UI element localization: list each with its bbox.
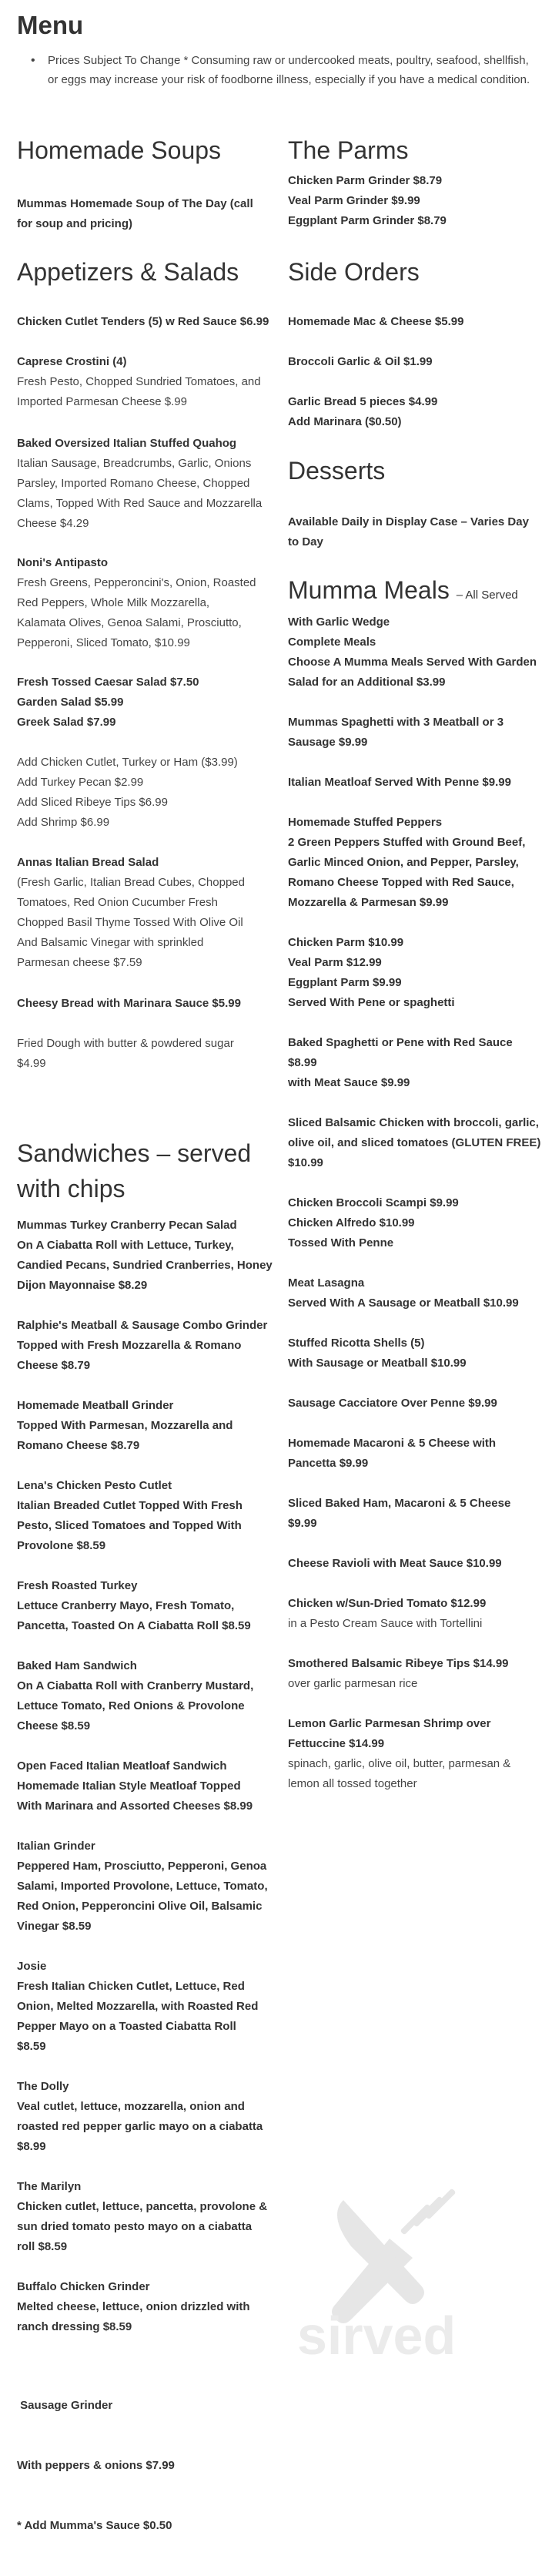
menu-item: Baked Oversized Italian Stuffed Quahog Italian Sausage, Breadcrumbs, Garlic, Onions Parsley, Imported Romano Cheese, Chopped Clams, Topped With Red Sauce and Mozzarella Cheese $4.29 <box>17 437 263 530</box>
section-title-meals: Mumma Meals – All Served <box>288 576 518 604</box>
menu-item: Baked Ham Sandwich On A Ciabatta Roll with Cranberry Mustard, Lettuce Tomato, Red Onions & Provolone Cheese $8.59 <box>17 1659 254 1732</box>
menu-item: Homemade Meatball Grinder Topped With Parmesan, Mozzarella and Romano Cheese $8.79 <box>17 1399 233 1452</box>
menu-title: Menu <box>17 11 84 39</box>
fork-knife-icon <box>297 2185 520 2370</box>
section-title-desserts: Desserts <box>288 457 386 485</box>
menu-item: Open Faced Italian Meatloaf Sandwich Homemade Italian Style Meatloaf Topped With Marinara and Assorted Cheeses $8.99 <box>17 1759 253 1813</box>
menu-item: Baked Spaghetti or Pene with Red Sauce $8.99 with Meat Sauce $9.99 <box>288 1036 513 1089</box>
menu-item: Stuffed Ricotta Shells (5) With Sausage or Meatball $10.99 <box>288 1337 467 1370</box>
menu-item: Fried Dough with butter & powdered sugar $4.99 <box>17 1037 234 1070</box>
menu-item: Meat Lasagna Served With A Sausage or Meatball $10.99 <box>288 1276 519 1310</box>
sirved-watermark <box>297 2185 520 2370</box>
menu-item: Josie Fresh Italian Chicken Cutlet, Lettuce, Red Onion, Melted Mozzarella, with Roasted Red Pepper Mayo on a Toasted Ciabatta Roll $8.59 <box>17 1960 259 2053</box>
menu-item: Sliced Balsamic Chicken with broccoli, garlic, olive oil, and sliced tomatoes (GLUTEN FREE) $10.99 <box>288 1116 541 1169</box>
menu-item: Available Daily in Display Case – Varies Day to Day <box>288 515 529 548</box>
menu-item: Ralphie's Meatball & Sausage Combo Grinder Topped with Fresh Mozzarella & Romano Cheese $8.79 <box>17 1319 268 1372</box>
menu-item: Chicken Cutlet Tenders (5) w Red Sauce $6.99 <box>17 315 269 328</box>
menu-item: Sliced Baked Ham, Macaroni & 5 Cheese $9.99 <box>288 1497 511 1530</box>
menu-item: Sausage Cacciatore Over Penne $9.99 <box>288 1397 497 1410</box>
menu-item: Mummas Turkey Cranberry Pecan Salad On A Ciabatta Roll with Lettuce, Turkey, Candied Pecans, Sundried Cranberries, Honey Dijon Mayonnaise $8.29 <box>17 1219 273 1292</box>
section-title-appetizers: Appetizers & Salads <box>17 258 239 286</box>
menu-item: Fresh Roasted Turkey Lettuce Cranberry Mayo, Fresh Tomato, Pancetta, Toasted On A Ciabatta Roll $8.59 <box>17 1579 251 1632</box>
menu-item: Mummas Spaghetti with 3 Meatball or 3 Sausage $9.99 <box>288 716 504 749</box>
section-title-parms: The Parms <box>288 136 409 164</box>
menu-item: Chicken Broccoli Scampi $9.99 Chicken Alfredo $10.99 Tossed With Penne <box>288 1196 459 1249</box>
menu-item: Buffalo Chicken Grinder Melted cheese, lettuce, onion drizzled with ranch dressing $8.59 <box>17 2280 250 2333</box>
menu-item: Lena's Chicken Pesto Cutlet Italian Breaded Cutlet Topped With Fresh Pesto, Sliced Tomatoes and Topped With Provolone $8.59 <box>17 1479 243 1552</box>
menu-item: Garlic Bread 5 pieces $4.99 Add Marinara ($0.50) <box>288 395 438 428</box>
menu-item: Broccoli Garlic & Oil $1.99 <box>288 355 433 368</box>
menu-item: Add Chicken Cutlet, Turkey or Ham ($3.99) Add Turkey Pecan $2.99 Add Sliced Ribeye Tips $6.99 Add Shrimp $6.99 <box>17 756 238 829</box>
section-title-sides: Side Orders <box>288 258 420 286</box>
menu-item: Lemon Garlic Parmesan Shrimp over Fettuccine $14.99 spinach, garlic, olive oil, butter, parmesan & lemon all tossed together <box>288 1717 511 1790</box>
menu-item: Cheese Ravioli with Meat Sauce $10.99 <box>288 1557 502 1570</box>
menu-item: Sausage Grinder With peppers & onions $7.99 * Add Mumma's Sauce $0.50 <box>17 2399 175 2532</box>
menu-item: Caprese Crostini (4) Fresh Pesto, Chopped Sundried Tomatoes, and Imported Parmesan Cheese $.99 <box>17 355 261 408</box>
menu-item: Chicken Parm Grinder $8.79 Veal Parm Grinder $9.99 Eggplant Parm Grinder $8.79 <box>288 174 447 227</box>
section-title-sandwiches: Sandwiches – served with chips <box>17 1139 252 1202</box>
menu-item: Fresh Tossed Caesar Salad $7.50 Garden Salad $5.99 Greek Salad $7.99 <box>17 676 199 729</box>
notice-text: • Prices Subject To Change * Consuming raw or undercooked meats, poultry, seafood, shellfish, or eggs may increase your risk of foodborne illness, especially if you have a medical condition. <box>31 51 535 89</box>
menu-item: Chicken w/Sun-Dried Tomato $12.99 in a Pesto Cream Sauce with Tortellini <box>288 1597 487 1630</box>
menu-item: Cheesy Bread with Marinara Sauce $5.99 <box>17 997 241 1010</box>
menu-item: The Marilyn Chicken cutlet, lettuce, pancetta, provolone & sun dried tomato pesto mayo on a ciabatta roll $8.59 <box>17 2180 268 2253</box>
menu-item: Mummas Homemade Soup of The Day (call for soup and pricing) <box>17 197 253 230</box>
menu-item: Chicken Parm $10.99 Veal Parm $12.99 Eggplant Parm $9.99 Served With Pene or spaghetti <box>288 936 455 1009</box>
menu-item: Italian Grinder Peppered Ham, Prosciutto, Pepperoni, Genoa Salami, Imported Provolone, Lettuce, Tomato, Red Onion, Pepperoncini Olive Oil, Balsamic Vinegar $8.59 <box>17 1840 268 1933</box>
menu-item: Homemade Stuffed Peppers 2 Green Peppers Stuffed with Ground Beef, Garlic Minced Onion, and Pepper, Parsley, Romano Cheese Topped with Red Sauce, Mozzarella & Parmesan $9.99 <box>288 816 526 909</box>
menu-item: Homemade Mac & Cheese $5.99 <box>288 315 464 328</box>
section-title-soups: Homemade Soups <box>17 136 222 164</box>
menu-item: The Dolly Veal cutlet, lettuce, mozzarella, onion and roasted red pepper garlic mayo on a ciabatta $8.99 <box>17 2080 263 2153</box>
menu-item: Noni's Antipasto Fresh Greens, Pepperoncini's, Onion, Roasted Red Peppers, Whole Milk Mozzarella, Kalamata Olives, Genoa Salami, Prosciutto, Pepperoni, Sliced Tomato, $10.99 <box>17 556 256 649</box>
menu-item: With Garlic Wedge Complete Meals Choose A Mumma Meals Served With Garden Salad for an Additional $3.99 <box>288 615 537 689</box>
menu-item: Annas Italian Bread Salad (Fresh Garlic, Italian Bread Cubes, Chopped Tomatoes, Red Onion Cucumber Fresh Chopped Basil Thyme Tossed With Olive Oil And Balsamic Vinegar with sprinkled Parmesan cheese $7.59 <box>17 856 245 969</box>
price-notice <box>31 51 535 89</box>
menu-item: Homemade Macaroni & 5 Cheese with Pancetta $9.99 <box>288 1437 497 1470</box>
menu-item: Smothered Balsamic Ribeye Tips $14.99 over garlic parmesan rice <box>288 1657 509 1690</box>
menu-item: Italian Meatloaf Served With Penne $9.99 <box>288 776 511 789</box>
watermark-text: sirved <box>297 2306 457 2366</box>
